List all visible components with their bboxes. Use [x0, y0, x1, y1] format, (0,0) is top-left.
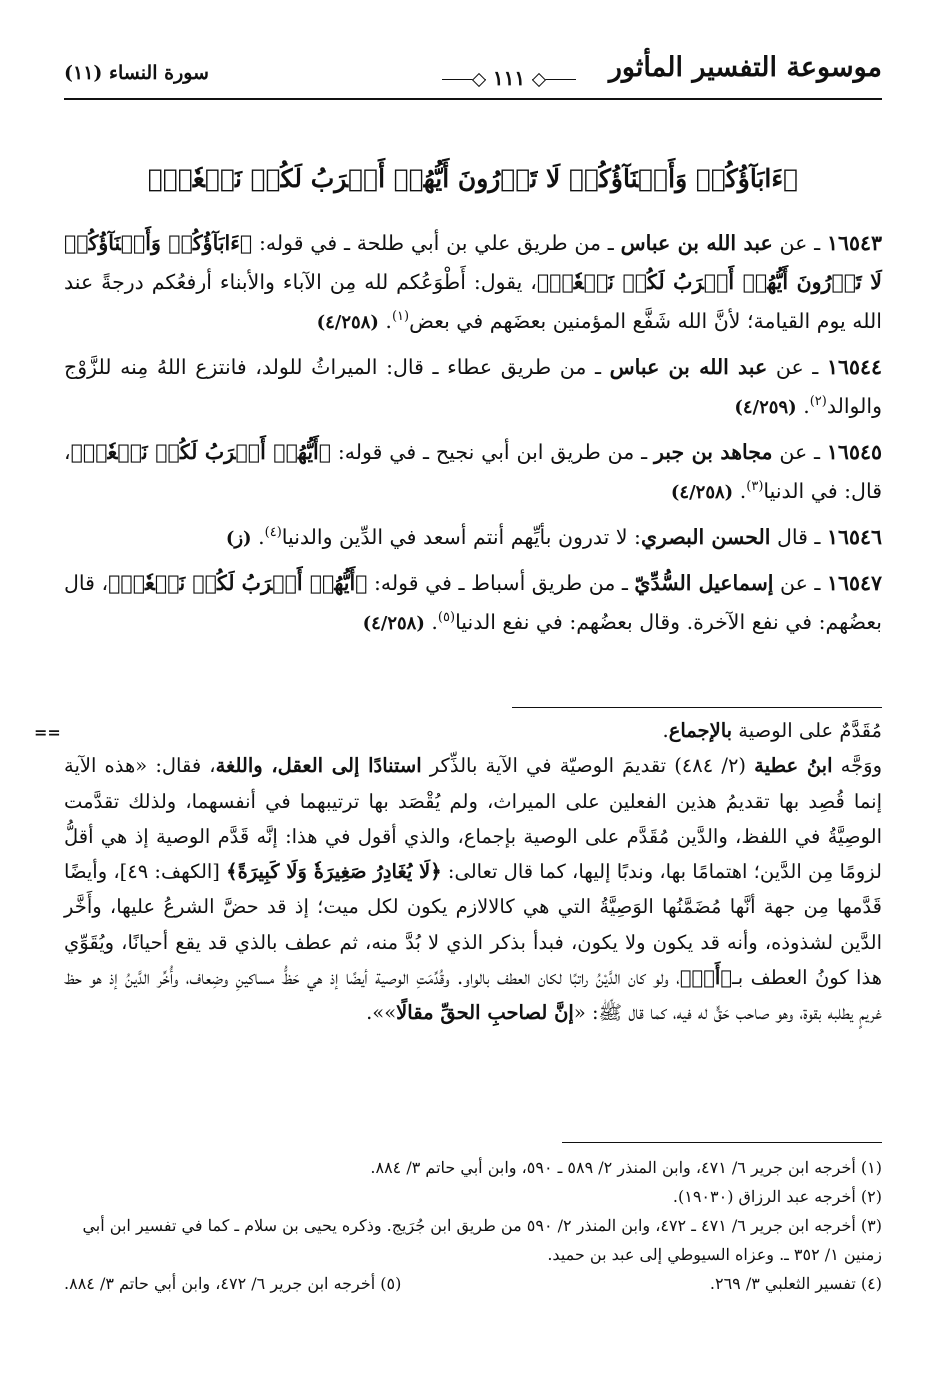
- book-title: موسوعة التفسير المأثور: [608, 52, 882, 83]
- footnote-item: (٣) أخرجه ابن جرير ٦/ ٤٧١ ـ ٤٧٢، وابن المنذر ٢/ ٥٩٠ من طريق ابن جُرَيج. وذكره يحيى بن سلام ـ كما في تفسير ابن أبي زمنين ١/ ٣٥٢ ـ. وعزاه السيوطي إلى عبد بن حميد.: [82, 1216, 882, 1264]
- continuation-mark: ==: [34, 723, 61, 742]
- quran-quote: ﴿أَوۡ﴾: [679, 966, 733, 990]
- narration-text: ـ من طريق أسباط ـ في قوله:: [367, 570, 635, 595]
- narration-text: ـ عن: [773, 570, 827, 595]
- verse-heading: ﴿ءَابَآؤُكُمۡ وَأَبۡنَآؤُكُمۡ لَا تَدۡرُونَ أَيُّهُمۡ أَقۡرَبُ لَكُمۡ نَفۡعٗاۚ﴾: [147, 164, 799, 193]
- quran-quote: ﴿أَيُّهُمۡ أَقۡرَبُ لَكُمۡ نَفۡعٗاۚ﴾: [70, 439, 332, 464]
- narration-number: ١٦٥٤٣: [826, 230, 883, 255]
- page-header: [64, 50, 882, 100]
- narration-number: ١٦٥٤٦: [826, 524, 882, 549]
- narration-text: ـ من طريق ابن أبي نجيح ـ في قوله:: [331, 439, 654, 464]
- source-reference: (٤/٢٥٨): [362, 612, 425, 634]
- left-ornament-icon: [442, 75, 486, 85]
- footnote-marker: (١): [391, 308, 410, 324]
- narrator-name: إسماعيل السُّدِّيّ: [634, 570, 774, 595]
- footnote-item: (١) أخرجه ابن جرير ٦/ ٤٧١، وابن المنذر ٢/ ٥٨٩ ـ ٥٩٠، وابن أبي حاتم ٣/ ٨٨٤.: [370, 1158, 882, 1177]
- footnote-marker: (٢): [809, 393, 827, 409]
- footnote-item: (٢) أخرجه عبد الرزاق (١٩٠٣٠).: [672, 1187, 882, 1206]
- footnote-item: (٤) تفسير الثعلبي ٣/ ٢٦٩.: [709, 1274, 882, 1293]
- page-number: ١١١: [492, 66, 526, 90]
- commentary-text: [الكهف: ٤٩]، وأيضًا قَدَّمها مِن جهة أنَّها مُضَمَّنُها الوَصِيَّةُ التي هي كالالازم يكون لكل ميت؛ إذ قد حضَّ الشرعُ عليها، وأَخَّر الدَّين لشذوذه، وأنه قد يكون ولا يكون، فبدأ بذكر الذي لا بُدَّ منه، ثم عطف بالذي قد يقع أحيانًا، ويُقَوِّي هذا كونُ العطف بـ: [64, 860, 882, 990]
- quran-quote: ﴿ءَابَآؤُكُمۡ وَأَبۡنَآؤُكُمۡ لَا تَدۡرُونَ أَيُّهُمۡ أَقۡرَبُ لَكُمۡ نَفۡعٗاۚ﴾: [64, 230, 882, 294]
- narration-item: [64, 224, 882, 342]
- footnotes-divider: [562, 1142, 882, 1143]
- narrator-name: عبد الله بن عباس: [609, 354, 768, 379]
- narration-text: ، يقول: أَطْوَعُكم لله مِن الآباء والأبناء أرفعُكم درجةً عند الله يوم القيامة؛ لأنَّ الله شَفَّع المؤمنين بعضَهم في بعض: [64, 269, 882, 333]
- source-reference: (٤/٢٥٩): [734, 396, 797, 418]
- commentary-text: ، فقال: «هذه الآية إنما قُصِد بها تقديمُ هذين الفعلين على الميراث، ولم يُقْصَد بها ترتيبهما في أنفسهما، ولذلك تقدَّمت الوصِيَّةُ في اللفظ، والدَّين مُقَدَّم على الوصية بإجماع، والذي أقول في هذا: إنَّه قَدَّم الوصية إذ هي أقلُّ لزومًا مِن الدَّين؛ اهتمامًا بها، وندبًا إليها، كما قال تعالى:: [64, 754, 882, 884]
- book-page: [34, 50, 883, 1350]
- footnote-marker: (٤): [264, 524, 282, 540]
- source-reference: (٤/٢٥٨): [316, 311, 379, 333]
- narration-item: [64, 348, 882, 427]
- narrator-name: مجاهد بن جبر: [653, 439, 773, 464]
- narration-number: ١٦٥٤٧: [826, 570, 882, 595]
- footnote-row: [64, 1269, 882, 1298]
- commentary-text: »».: [366, 1001, 397, 1025]
- quran-quote: ﴿أَيُّهُمۡ أَقۡرَبُ لَكُمۡ نَفۡعٗاۚ﴾: [108, 570, 368, 595]
- narration-text: ـ عن: [772, 439, 827, 464]
- narrator-name: عبد الله بن عباس: [620, 230, 773, 255]
- narration-text: ـ من طريق علي بن أبي طلحة ـ في قوله:: [252, 230, 621, 255]
- footnote-marker: (٥): [437, 609, 456, 625]
- hadith-quote: إنَّ لصاحبِ الحقِّ مقالًا: [396, 1001, 574, 1025]
- narration-text: ـ قال: [770, 524, 827, 549]
- quran-quote: ﴿لَا يُغَادِرُ صَغِيرَةٗ وَلَا كَبِيرَةً﴾: [226, 860, 442, 884]
- narrator-name: الحسن البصري: [640, 524, 771, 549]
- narration-number: ١٦٥٤٤: [826, 354, 882, 379]
- source-reference: (ز): [225, 527, 252, 549]
- narrations-list: [64, 224, 882, 643]
- commentary-line: [64, 713, 882, 748]
- commentary-text: .: [662, 719, 669, 742]
- narration-text: ـ عن: [767, 354, 827, 379]
- commentary-paragraph: [64, 748, 882, 1030]
- narration-text: .: [733, 478, 747, 503]
- narration-item: [64, 518, 882, 558]
- commentary-text: (٢/ ٤٨٤) تقديمَ الوصيّة في الآية بالذِّكر: [421, 754, 755, 778]
- page-number-block: [414, 66, 604, 90]
- source-reference: (٤/٢٥٨): [670, 481, 734, 503]
- narration-text: ـ عن: [772, 230, 827, 255]
- commentary-emphasis: استنادًا إلى العقل، واللغة: [215, 754, 422, 778]
- scholar-name: ابنُ عطية: [754, 754, 833, 778]
- narration-number: ١٦٥٤٥: [826, 439, 882, 464]
- narration-item: [64, 433, 882, 512]
- commentary-text: ووَجَّه: [832, 754, 882, 778]
- narration-text: .: [796, 393, 810, 418]
- footnotes-block: [64, 1153, 882, 1298]
- right-ornament-icon: [532, 75, 576, 85]
- narration-text: ، قال بعضُهم: في نفع الآخرة. وقال بعضُهم: في نفع الدنيا: [64, 570, 882, 634]
- surah-label: سورة النساء (١١): [64, 62, 209, 84]
- narration-text: ـ من طريق عطاء ـ قال: الميراثُ للولد، فانتزع اللهُ مِنه للزَّوْج والوالد: [64, 354, 882, 418]
- footnote-item: (٥) أخرجه ابن جرير ٦/ ٤٧٢، وابن أبي حاتم ٣/ ٨٨٤.: [64, 1274, 402, 1293]
- narration-item: [64, 564, 882, 643]
- commentary-text: مُقَدَّمٌ على الوصية: [732, 719, 882, 742]
- narration-text: .: [251, 524, 265, 549]
- commentary-emphasis: بالإجماع: [668, 719, 733, 742]
- commentary-text: ، ولو كان الدَّيْنُ راتبًا لكان العطف بالواو. وقُدِّمَتِ الوصية أيضًا إذ هي حَظُّ مساكينِ وضِعاف، وأُخِّر الدَّينُ إذ هو حظ غريمٍ يطلبه بقوة، وهو صاحب حَقٍّ له فيه، كما قال ﷺ: «: [64, 966, 882, 1025]
- footnote-marker: (٣): [746, 478, 764, 494]
- commentary-block: [34, 713, 882, 1031]
- narration-text: : لا تدرون بأيِّهم أنتم أسعد في الدِّين والدنيا: [281, 524, 641, 549]
- narration-text: .: [378, 308, 392, 333]
- narration-text: ، قال: في الدنيا: [64, 439, 882, 503]
- commentary-divider: [512, 707, 882, 708]
- narration-text: .: [424, 609, 438, 634]
